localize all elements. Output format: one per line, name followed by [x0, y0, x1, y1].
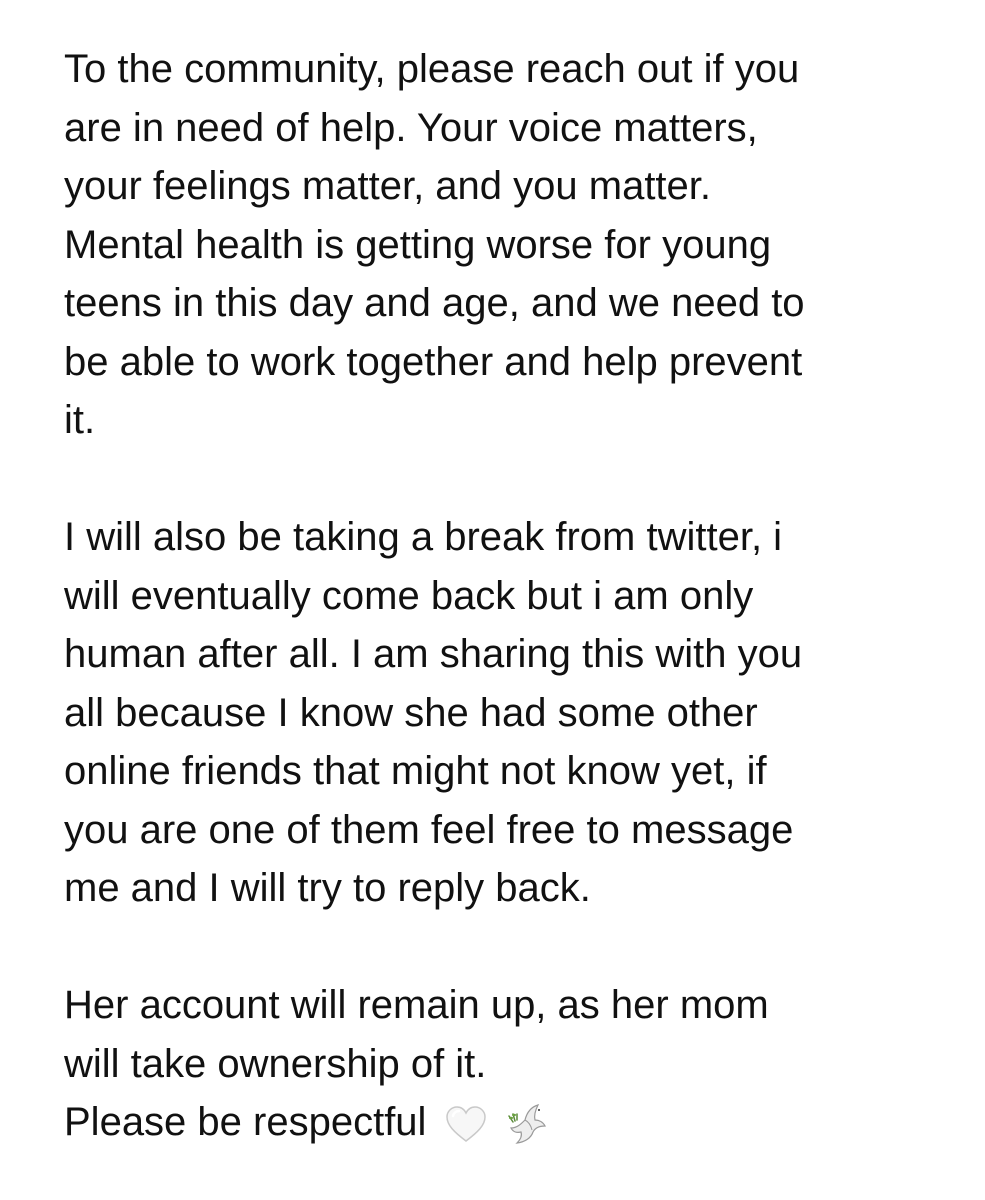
text-line: teens in this day and age, and we need to [64, 281, 805, 325]
paragraph-community [64, 40, 944, 450]
text-line: it. [64, 398, 96, 442]
text-line: Mental health is getting worse for young [64, 222, 772, 267]
text-line: your feelings matter, and you matter. [64, 164, 712, 208]
text-line: are in need of help. Your voice matters, [64, 105, 758, 150]
text-line: all because I know she had some other [64, 690, 758, 735]
text-line: online friends that might not know yet, if [64, 749, 767, 793]
text-line: be able to work together and help prevent [64, 339, 803, 384]
note-body [64, 40, 944, 1152]
paragraph-gap [64, 918, 944, 977]
paragraph-break [64, 508, 944, 918]
text-line: I will also be taking a break from twitter, i [64, 515, 783, 559]
text-line: will eventually come back but i am only [64, 573, 754, 618]
text-line: To the community, please reach out if you [64, 47, 800, 91]
paragraph-gap [64, 450, 944, 509]
text-line: will take ownership of it. [64, 1041, 487, 1086]
text-line: human after all. I am sharing this with you [64, 632, 803, 676]
text-line: me and I will try to reply back. [64, 866, 591, 910]
white-heart-icon [444, 1104, 488, 1144]
closing-text: Please be respectful [64, 1100, 427, 1144]
paragraph-account [64, 976, 944, 1152]
text-line: Her account will remain up, as her mom [64, 983, 769, 1027]
text-line: you are one of them feel free to message [64, 807, 794, 852]
dove-icon [505, 1102, 549, 1146]
closing-line [64, 1093, 944, 1152]
